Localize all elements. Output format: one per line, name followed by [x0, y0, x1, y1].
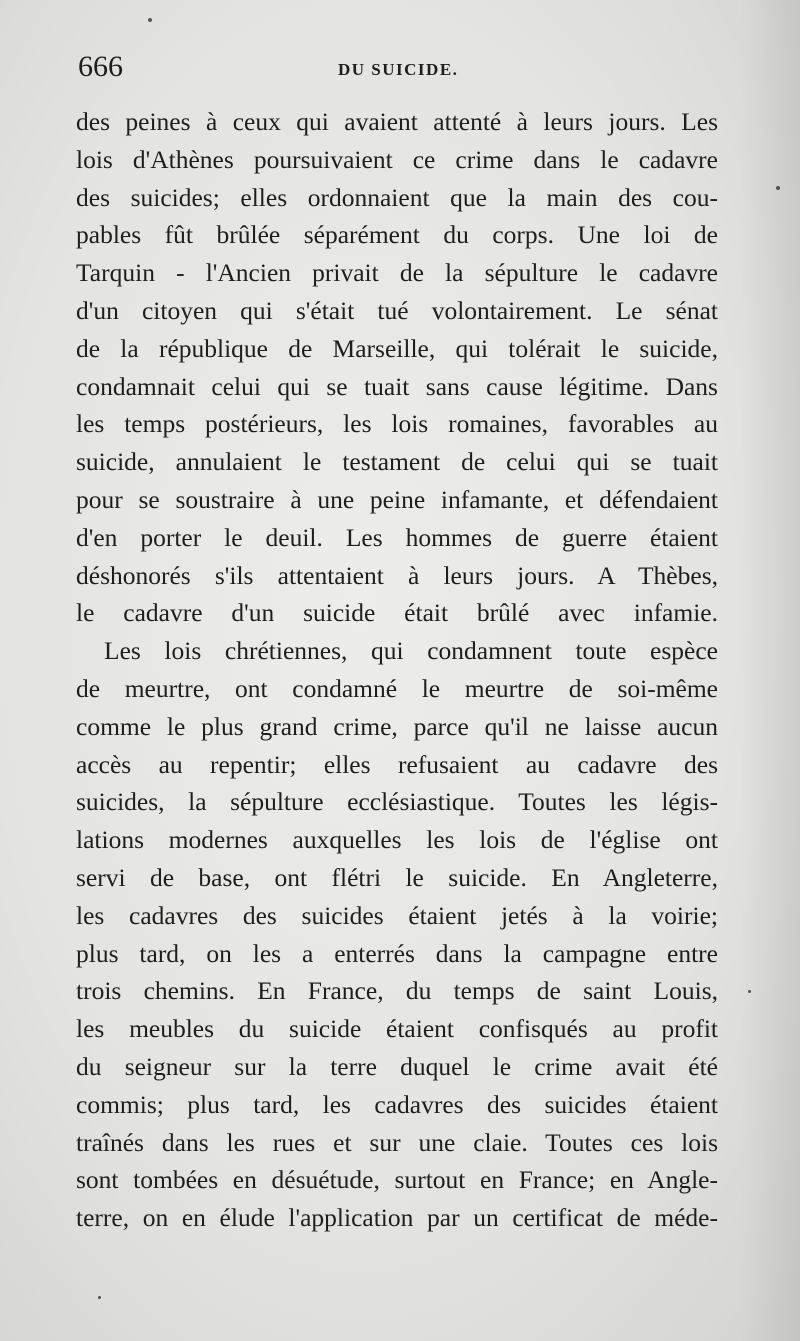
text-line: servi de base, ont flétri le suicide. En Angleterre,: [76, 862, 718, 892]
page-header: [78, 50, 708, 90]
paragraph-start-line: Les lois chrétiennes, qui condamnent toute espèce: [104, 636, 718, 666]
text-line: des peines à ceux qui avaient attenté à leurs jours. Les: [76, 107, 718, 136]
text-line: du seigneur sur la terre duquel le crime avait été: [76, 1051, 718, 1081]
body-text: [76, 103, 718, 1237]
text-line: terre, on en élude l'application par un certificat de méde-: [76, 1203, 718, 1233]
text-line: d'en porter le deuil. Les hommes de guerre étaient: [76, 522, 718, 552]
print-speck: [776, 186, 780, 190]
text-line: d'un citoyen qui s'était tué volontairement. Le sénat: [76, 295, 718, 325]
text-line: traînés dans les rues et sur une claie. Toutes ces lois: [76, 1127, 718, 1157]
print-speck: [98, 1296, 101, 1299]
text-line: les cadavres des suicides étaient jetés à la voirie;: [76, 900, 718, 930]
text-line: suicides, la sépulture ecclésiastique. Toutes les légis-: [76, 787, 718, 817]
text-line: lois d'Athènes poursuivaient ce crime dans le cadavre: [76, 144, 718, 174]
text-line: les meubles du suicide étaient confisqués au profit: [76, 1014, 718, 1044]
print-speck: [748, 990, 751, 993]
text-line: des suicides; elles ordonnaient que la main des cou-: [76, 182, 718, 212]
text-line: trois chemins. En France, du temps de saint Louis,: [76, 976, 718, 1006]
text-line: Tarquin - l'Ancien privait de la sépulture le cadavre: [76, 258, 718, 288]
text-line: comme le plus grand crime, parce qu'il ne laisse aucun: [76, 711, 718, 741]
text-line: pables fût brûlée séparément du corps. Une loi de: [76, 220, 718, 250]
page-number: 666: [78, 50, 123, 83]
print-speck: [148, 18, 152, 22]
text-line: lations modernes auxquelles les lois de l'église ont: [76, 825, 718, 855]
text-line: condamnait celui qui se tuait sans cause légitime. Dans: [76, 371, 718, 401]
text-line: de la république de Marseille, qui tolérait le suicide,: [76, 333, 718, 363]
running-title: DU SUICIDE.: [338, 60, 459, 79]
text-line: déshonorés s'ils attentaient à leurs jours. A Thèbes,: [76, 560, 718, 590]
text-line: accès au repentir; elles refusaient au cadavre des: [76, 749, 718, 779]
text-line: de meurtre, ont condamné le meurtre de soi-même: [76, 673, 718, 703]
text-line: les temps postérieurs, les lois romaines, favorables au: [76, 409, 718, 439]
text-line: commis; plus tard, les cadavres des suicides étaient: [76, 1089, 718, 1119]
text-line: le cadavre d'un suicide était brûlé avec infamie.: [76, 598, 718, 628]
text-line: sont tombées en désuétude, surtout en France; en Angle-: [76, 1165, 718, 1195]
text-line: plus tard, on les a enterrés dans la campagne entre: [76, 938, 718, 968]
text-line: pour se soustraire à une peine infamante, et défendaient: [76, 484, 718, 514]
text-line: suicide, annulaient le testament de celui qui se tuait: [76, 447, 718, 477]
